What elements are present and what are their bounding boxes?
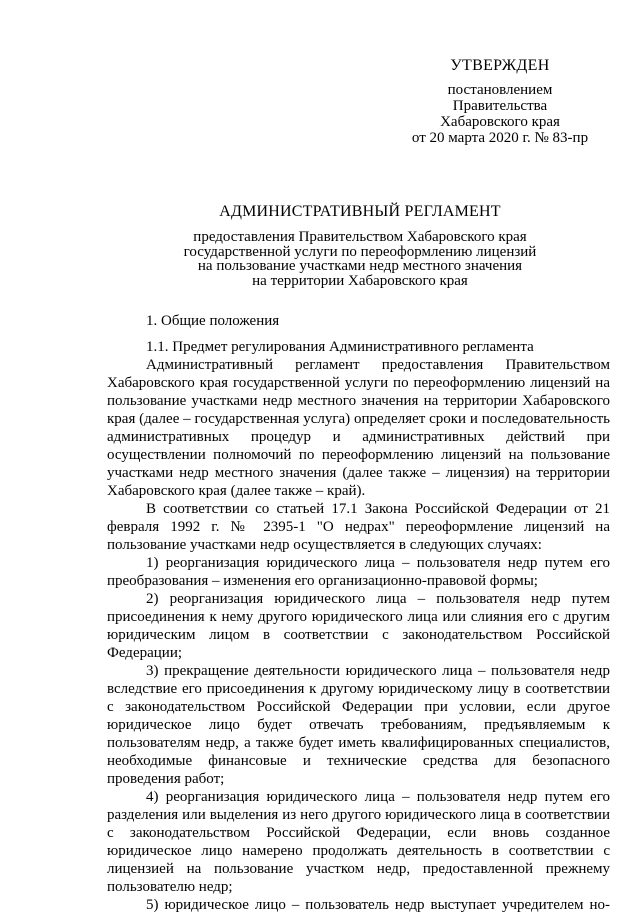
document-subtitle	[100, 230, 620, 288]
document-title: АДМИНИСТРАТИВНЫЙ РЕГЛАМЕНТ	[219, 203, 501, 220]
approval-stamp	[400, 58, 600, 146]
list-item: 5) юридическое лицо – пользователь недр выступает учредителем но-	[146, 897, 610, 913]
approval-line: Хабаровского края	[440, 114, 560, 130]
paragraph: Административный регламент предоставления Правительством Хабаровского края государственной услуги по переоформлению лицензий на пользование участками недр местного значения на территории Хабаровского края (далее – государственная услуга) определяет сроки и последовательность административных процедур и административных действий при осуществлении полномочий по переоформлению лицензий на пользование участками недр местного значения (далее также – лицензия) на территории Хабаровского края (далее также – край).	[107, 357, 610, 499]
list-item: 2) реорганизация юридического лица – пользователя недр путем присоединения к нему другого юридического лица или слияния его с другим юридическим лицом в соответствии с законодательством Российской Федерации;	[107, 591, 610, 661]
subtitle-line: предоставления Правительством Хабаровского края	[193, 229, 527, 245]
list-item: 1) реорганизация юридического лица – пользователя недр путем его преобразования – изменения его организационно-правовой формы;	[107, 555, 610, 589]
approval-line: Правительства	[452, 98, 548, 114]
subsection-heading: 1.1. Предмет регулирования Административного регламента	[146, 339, 534, 355]
document-body	[107, 312, 610, 914]
subtitle-line: на пользование участками недр местного значения	[197, 258, 523, 274]
paragraph: В соответствии со статьей 17.1 Закона Российской Федерации от 21 февраля 1992 г. № 2395-1 "О недрах" переоформление лицензий на пользование участками недр осуществляется в следующих случаях:	[107, 501, 610, 553]
list-item: 4) реорганизация юридического лица – пользователя недр путем его разделения или выделения из него другого юридического лица в соответствии с законодательством Российской Федерации, если вновь созданное юридическое лицо намерено продолжать деятельность в соответствии с лицензией на пользование участком недр, предоставленной прежнему пользователю недр;	[107, 789, 610, 895]
approval-date: от 20 марта 2020 г. № 83-пр	[411, 130, 589, 146]
subtitle-line: на территории Хабаровского края	[252, 272, 468, 289]
section-heading: 1. Общие положения	[146, 313, 280, 329]
list-item: 3) прекращение деятельности юридического лица – пользователя недр вследствие его присоединения к другому юридическому лицу в соответствии с законодательством Российской Федерации при условии, если другое юридическое лицо будет отвечать требованиям, предъявляемым к пользователям недр, а также будет иметь квалифицированных специалистов, необходимые финансовые и технические средства для безопасного проведения работ;	[107, 663, 610, 787]
subtitle-line: государственной услуги по переоформлению лицензий	[183, 243, 537, 260]
approved-label: УТВЕРЖДЕН	[450, 57, 550, 74]
document-header	[100, 203, 620, 288]
approval-line: постановлением	[447, 82, 553, 98]
